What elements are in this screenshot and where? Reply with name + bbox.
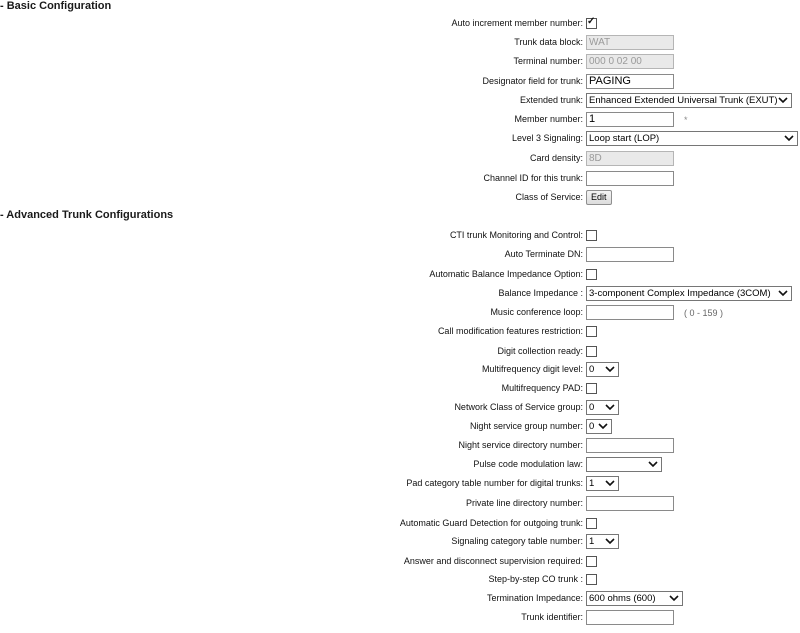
guard-detection-checkbox[interactable] bbox=[586, 518, 597, 529]
designator-label: Designator field for trunk: bbox=[482, 76, 583, 86]
row-auto-terminate bbox=[0, 245, 800, 264]
designator-field[interactable]: PAGING bbox=[586, 74, 674, 89]
chevron-down-icon bbox=[597, 420, 609, 433]
night-dn-field[interactable] bbox=[586, 438, 674, 453]
music-conference-field[interactable] bbox=[586, 305, 674, 320]
cti-checkbox[interactable] bbox=[586, 230, 597, 241]
row-step-by-step bbox=[0, 570, 800, 589]
digit-ready-label: Digit collection ready: bbox=[497, 346, 583, 356]
termination-impedance-value: 600 ohms (600) bbox=[589, 593, 656, 604]
auto-increment-label: Auto increment member number: bbox=[451, 18, 583, 28]
row-music-conference bbox=[0, 303, 800, 322]
row-cti bbox=[0, 226, 800, 245]
section-basic-configuration: - Basic Configuration bbox=[0, 0, 112, 12]
termination-impedance-select[interactable] bbox=[586, 591, 683, 606]
terminal-number-field[interactable]: 000 0 02 00 bbox=[586, 54, 674, 69]
chevron-down-icon bbox=[783, 132, 795, 145]
row-level3-signaling bbox=[0, 129, 800, 148]
channel-id-label: Channel ID for this trunk: bbox=[483, 173, 583, 183]
pad-table-value: 1 bbox=[589, 478, 595, 489]
chevron-down-icon bbox=[777, 287, 789, 300]
card-density-field[interactable]: 8D bbox=[586, 151, 674, 166]
call-modification-label: Call modification features restriction: bbox=[437, 326, 583, 336]
auto-terminate-label: Auto Terminate DN: bbox=[504, 249, 583, 259]
mf-digit-level-value: 0 bbox=[589, 364, 595, 375]
row-member-number bbox=[0, 110, 800, 129]
guard-detection-label: Automatic Guard Detection for outgoing trunk: bbox=[399, 518, 583, 528]
row-supervision bbox=[0, 552, 800, 571]
night-group-label: Night service group number: bbox=[469, 421, 583, 431]
chevron-down-icon bbox=[604, 401, 616, 414]
row-terminal-number bbox=[0, 52, 800, 71]
private-line-label: Private line directory number: bbox=[465, 498, 583, 508]
row-mf-pad bbox=[0, 379, 800, 398]
mf-pad-label: Multifrequency PAD: bbox=[501, 383, 583, 393]
row-digit-ready bbox=[0, 342, 800, 361]
night-group-value: 0 bbox=[589, 421, 595, 432]
row-trunk-data-block bbox=[0, 33, 800, 52]
level3-signaling-value: Loop start (LOP) bbox=[589, 133, 660, 144]
music-conference-label: Music conference loop: bbox=[490, 307, 583, 317]
pad-table-select[interactable] bbox=[586, 476, 619, 491]
pcm-law-label: Pulse code modulation law: bbox=[473, 459, 583, 469]
member-number-label: Member number: bbox=[514, 114, 583, 124]
cti-label: CTI trunk Monitoring and Control: bbox=[449, 230, 583, 240]
row-call-modification bbox=[0, 322, 800, 341]
row-balance-impedance bbox=[0, 284, 800, 303]
row-designator bbox=[0, 72, 800, 91]
card-density-label: Card density: bbox=[529, 153, 583, 163]
signaling-table-select[interactable] bbox=[586, 534, 619, 549]
mf-digit-level-select[interactable] bbox=[586, 362, 619, 377]
call-modification-checkbox[interactable] bbox=[586, 326, 597, 337]
row-channel-id bbox=[0, 169, 800, 188]
trunk-identifier-field[interactable] bbox=[586, 610, 674, 625]
row-signaling-table bbox=[0, 532, 800, 551]
supervision-checkbox[interactable] bbox=[586, 556, 597, 567]
row-extended-trunk bbox=[0, 91, 800, 110]
chevron-down-icon bbox=[604, 535, 616, 548]
supervision-label: Answer and disconnect supervision required: bbox=[403, 556, 583, 566]
trunk-data-block-field[interactable]: WAT bbox=[586, 35, 674, 50]
signaling-table-value: 1 bbox=[589, 536, 595, 547]
terminal-number-label: Terminal number: bbox=[513, 56, 583, 66]
extended-trunk-select[interactable] bbox=[586, 93, 792, 108]
extended-trunk-value: Enhanced Extended Universal Trunk (EXUT) bbox=[589, 95, 778, 106]
night-group-select[interactable] bbox=[586, 419, 612, 434]
night-dn-label: Night service directory number: bbox=[458, 440, 583, 450]
row-night-group bbox=[0, 417, 800, 436]
row-class-of-service bbox=[0, 188, 800, 207]
row-guard-detection bbox=[0, 514, 800, 533]
section-advanced-trunk-configurations: - Advanced Trunk Configurations bbox=[0, 209, 174, 221]
chevron-down-icon bbox=[604, 363, 616, 376]
auto-terminate-field[interactable] bbox=[586, 247, 674, 262]
private-line-field[interactable] bbox=[586, 496, 674, 511]
chevron-down-icon bbox=[604, 477, 616, 490]
class-of-service-label: Class of Service: bbox=[515, 192, 583, 202]
required-marker: * bbox=[684, 114, 688, 125]
trunk-identifier-label: Trunk identifier: bbox=[521, 612, 583, 622]
row-pcm-law bbox=[0, 455, 800, 474]
auto-balance-label: Automatic Balance Impedance Option: bbox=[429, 269, 583, 279]
step-by-step-checkbox[interactable] bbox=[586, 574, 597, 585]
row-mf-digit-level bbox=[0, 360, 800, 379]
step-by-step-label: Step-by-step CO trunk : bbox=[488, 574, 583, 584]
balance-impedance-label: Balance Impedance : bbox=[498, 288, 583, 298]
balance-impedance-select[interactable] bbox=[586, 286, 792, 301]
row-termination-impedance bbox=[0, 589, 800, 608]
row-pad-table bbox=[0, 474, 800, 493]
pcm-law-select[interactable] bbox=[586, 457, 662, 472]
level3-signaling-label: Level 3 Signaling: bbox=[511, 133, 583, 143]
ncos-value: 0 bbox=[589, 402, 595, 413]
mf-pad-checkbox[interactable] bbox=[586, 383, 597, 394]
row-night-dn bbox=[0, 436, 800, 455]
row-private-line bbox=[0, 494, 800, 513]
chevron-down-icon bbox=[647, 458, 659, 471]
signaling-table-label: Signaling category table number: bbox=[451, 536, 583, 546]
row-card-density bbox=[0, 149, 800, 168]
ncos-select[interactable] bbox=[586, 400, 619, 415]
row-trunk-identifier bbox=[0, 608, 800, 627]
mf-digit-level-label: Multifrequency digit level: bbox=[481, 364, 583, 374]
level3-signaling-select[interactable] bbox=[586, 131, 798, 146]
channel-id-field[interactable] bbox=[586, 171, 674, 186]
auto-balance-checkbox[interactable] bbox=[586, 269, 597, 280]
music-conference-range: ( 0 - 159 ) bbox=[684, 307, 724, 318]
edit-button[interactable]: Edit bbox=[586, 190, 612, 205]
ncos-label: Network Class of Service group: bbox=[454, 402, 583, 412]
row-auto-balance bbox=[0, 265, 800, 284]
pad-table-label: Pad category table number for digital trunks: bbox=[406, 478, 583, 488]
trunk-data-block-label: Trunk data block: bbox=[514, 37, 583, 47]
row-ncos bbox=[0, 398, 800, 417]
row-auto-increment bbox=[0, 14, 800, 33]
auto-increment-checkbox[interactable] bbox=[586, 18, 597, 29]
balance-impedance-value: 3-component Complex Impedance (3COM) bbox=[589, 288, 771, 299]
member-number-field[interactable]: 1 bbox=[586, 112, 674, 127]
termination-impedance-label: Termination Impedance: bbox=[486, 593, 583, 603]
extended-trunk-label: Extended trunk: bbox=[519, 95, 583, 105]
chevron-down-icon bbox=[777, 94, 789, 107]
chevron-down-icon bbox=[668, 592, 680, 605]
digit-ready-checkbox[interactable] bbox=[586, 346, 597, 357]
